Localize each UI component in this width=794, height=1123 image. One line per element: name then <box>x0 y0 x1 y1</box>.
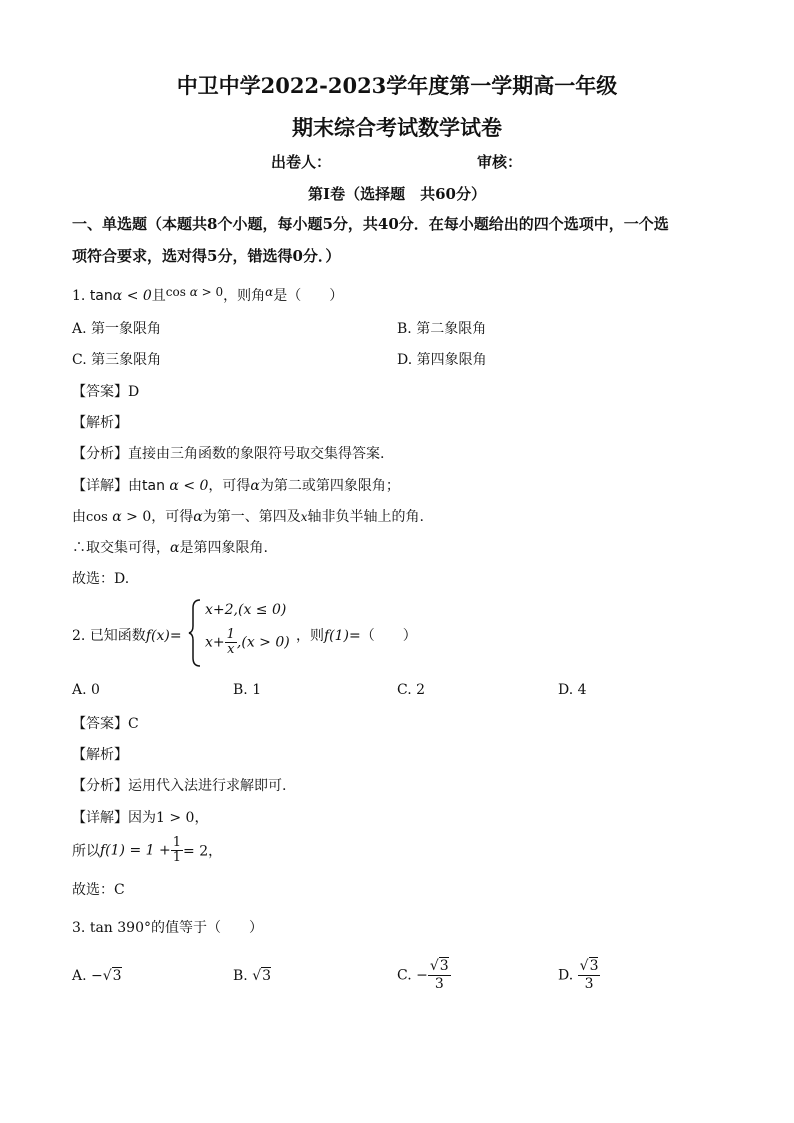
q2-analysis-title: 【解析】 <box>72 747 128 763</box>
q2-choose: 故选：C <box>72 882 125 898</box>
conclusion-end: 是第四象限角. <box>179 540 268 556</box>
section-heading-line1: 一、单选题（本题共8个小题，每小题5分，共40分．在每小题给出的四个选项中，一个选 <box>72 215 669 233</box>
case2-prefix: x+ <box>205 634 225 651</box>
option-label: C. <box>397 967 412 984</box>
q3-option-a <box>72 968 122 984</box>
q1-conclusion <box>72 537 268 557</box>
fraction-denominator: 3 <box>584 976 594 992</box>
question-2-stem-right <box>296 625 417 645</box>
fraction-numerator: 1 <box>226 627 235 642</box>
question-number: 2. <box>72 628 86 644</box>
radicand: 3 <box>262 968 272 984</box>
x-symbol: x <box>300 510 308 524</box>
alpha-symbol: α <box>189 285 198 299</box>
fraction <box>578 958 601 993</box>
reviewer-label: 审核： <box>477 153 523 171</box>
question-1-stem <box>72 285 343 305</box>
fraction-numerator <box>578 958 601 976</box>
radical-sign: √ <box>252 968 262 984</box>
conclusion-prefix: ∴取交集可得， <box>72 540 170 556</box>
q2-option-d: D. 4 <box>558 682 587 698</box>
fraction <box>171 836 183 865</box>
fraction-denominator: 1 <box>172 850 182 865</box>
exam-title-line2: 期末综合考试数学试卷 <box>292 115 502 140</box>
fraction-denominator: 3 <box>434 976 444 992</box>
radicand: 3 <box>589 958 599 974</box>
volume-label: 第Ⅰ卷（选择题 共60分） <box>308 185 486 203</box>
section-heading-line2: 项符合要求，选对得5分，错选得0分．） <box>72 247 341 265</box>
tan-func: tan <box>89 288 113 304</box>
radical-sign: √ <box>579 958 589 974</box>
q2-detail: 【详解】因为1 > 0， <box>72 810 209 826</box>
q1-choose: 故选：D. <box>72 571 130 587</box>
ineq-gt0: > 0 <box>126 509 152 525</box>
case2-suffix: ,(x > 0) <box>236 634 290 651</box>
alpha-symbol: α <box>170 540 180 556</box>
fraction-numerator: 1 <box>172 835 182 850</box>
ineq-gt0: > 0 <box>201 285 224 299</box>
q1-answer: 【答案】D <box>72 384 140 400</box>
q2-so-line <box>72 836 222 865</box>
q2-option-a: A. 0 <box>72 682 100 698</box>
minus-sign: − <box>416 967 428 984</box>
detail-end: 为第二或第四象限角； <box>259 478 400 494</box>
line2-prefix: 由 <box>72 509 86 525</box>
minus-sign: − <box>91 968 103 984</box>
q1-analysis-title: 【解析】 <box>72 415 128 431</box>
radical-sign: √ <box>429 958 439 974</box>
option-label: B. <box>233 968 248 984</box>
function-fx: f(x) <box>145 628 170 644</box>
option-label: A. <box>72 968 87 984</box>
so-expr-a: f(1) = 1 + <box>100 842 171 859</box>
fraction-denominator: x <box>227 642 235 657</box>
q3-option-b <box>233 968 271 984</box>
equals-sign: = <box>169 628 182 644</box>
function-f1: f(1) <box>324 628 350 644</box>
cos-func: cos <box>86 510 108 525</box>
q2-tail-2: =（ ） <box>349 628 417 644</box>
question-2-stem-left <box>72 625 182 645</box>
alpha-symbol: α <box>193 509 203 525</box>
q1-option-c: C. 第三象限角 <box>72 352 162 368</box>
q3-text: tan 390°的值等于（ ） <box>89 920 263 936</box>
question-number: 1. <box>72 288 86 304</box>
question-number: 3. <box>72 920 86 936</box>
alpha-symbol: α <box>112 288 123 304</box>
ineq-lt0: < 0 <box>183 478 209 494</box>
setter-label: 出卷人： <box>271 153 332 171</box>
q2-intro: 已知函数 <box>89 628 146 644</box>
q1-option-d: D. 第四象限角 <box>397 352 487 368</box>
alpha-symbol: α <box>169 478 179 494</box>
q2-analysis: 【分析】运用代入法进行求解即可. <box>72 778 287 794</box>
radicand: 3 <box>112 968 122 984</box>
and-text: 且 <box>151 288 166 304</box>
tan-func: tan <box>142 478 165 494</box>
so-text: 所以 <box>72 843 100 860</box>
q2-case-2 <box>205 628 290 657</box>
radical-sign: √ <box>102 968 112 984</box>
exam-title-line1: 中卫中学2022-2023学年度第一学期高一年级 <box>176 73 618 98</box>
detail-mid: ，可得 <box>208 478 251 494</box>
q1-option-b: B. 第二象限角 <box>397 321 487 337</box>
q2-answer: 【答案】C <box>72 716 139 732</box>
line2-mid: ，可得 <box>151 509 194 525</box>
fraction <box>428 958 451 993</box>
line2-end: 轴非负半轴上的角. <box>307 509 424 525</box>
ineq-lt0: < 0 <box>126 288 152 304</box>
q2-case-1: x+2,(x ≤ 0) <box>205 602 287 618</box>
q3-option-c <box>397 958 451 993</box>
q2-option-c: C. 2 <box>397 682 426 698</box>
tail-text: ，则角 <box>223 288 266 304</box>
q2-option-b: B. 1 <box>233 682 262 698</box>
line2-mid2: 为第一、第四及 <box>202 509 301 525</box>
left-brace <box>188 598 202 668</box>
alpha-symbol: α <box>250 478 260 494</box>
alpha-symbol: α <box>265 285 274 299</box>
q2-tail: ，则 <box>296 628 324 644</box>
q3-option-d <box>558 958 600 993</box>
q1-detail-line1 <box>72 475 400 495</box>
q1-detail-line2 <box>72 506 424 526</box>
so-expr-b: = 2， <box>183 843 223 860</box>
cos-func: cos <box>165 285 186 299</box>
detail-prefix: 【详解】由 <box>72 478 142 494</box>
tail-text-2: 是（ ） <box>273 288 344 304</box>
q1-analysis: 【分析】直接由三角函数的象限符号取交集得答案. <box>72 446 385 462</box>
radicand: 3 <box>439 958 449 974</box>
q1-option-a: A. 第一象限角 <box>72 321 162 337</box>
alpha-symbol: α <box>112 509 122 525</box>
fraction <box>225 628 237 657</box>
fraction-numerator <box>428 958 451 976</box>
option-label: D. <box>558 967 574 984</box>
question-3-stem <box>72 917 263 937</box>
